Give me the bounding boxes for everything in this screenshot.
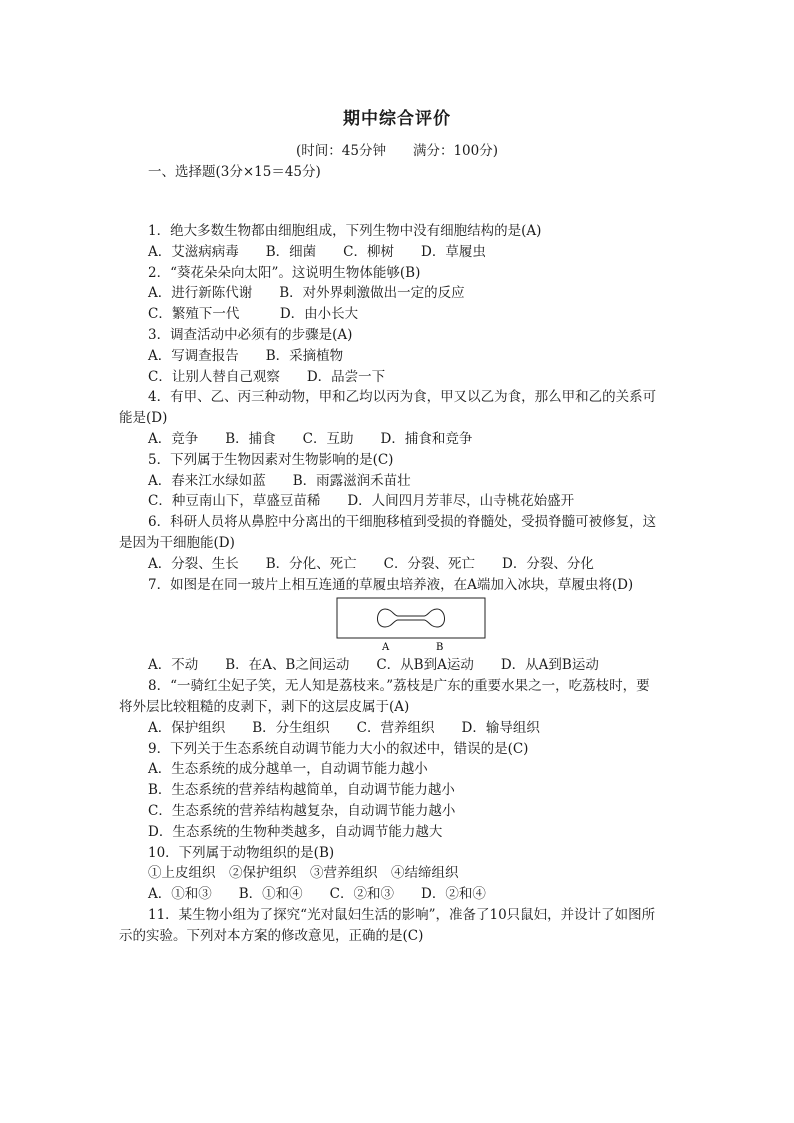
label-b: B	[436, 642, 444, 654]
question-stem: 9．下列关于生态系统自动调节能力大小的叙述中，错误的是(C)	[148, 740, 529, 757]
question-stem-continued: 能是(D)	[119, 410, 168, 427]
section-heading: 一、选择题(3分×15＝45分)	[148, 164, 321, 180]
label-a: A	[382, 642, 390, 654]
question-stem: 8．“一骑红尘妃子笑，无人知是荔枝来。”荔枝是广东的重要水果之一，吃荔枝时，要	[148, 678, 650, 695]
answer-options: A．艾滋病病毒 B．细菌 C．柳树 D．草履虫	[148, 243, 486, 260]
answer-options: A．不动 B．在A、B之间运动 C．从B到A运动 D．从A到B运动	[148, 657, 599, 674]
question-stem: 7．如图是在同一玻片上相互连通的草履虫培养液，在A端加入冰块，草履虫将(D)	[148, 576, 634, 593]
question-stem: 11．某生物小组为了探究“光对鼠妇生活的影响”，准备了10只鼠妇，并设计了如图所	[148, 906, 656, 923]
answer-options: C．繁殖下一代 D．由小长大	[148, 306, 359, 323]
answer-options: A．竞争 B．捕食 C．互助 D．捕食和竞争	[148, 430, 473, 447]
question-stem-continued: 将外层比较粗糙的皮剥下，剥下的这层皮属于(A)	[119, 698, 410, 715]
answer-options: A．生态系统的成分越单一，自动调节能力越小	[148, 761, 428, 778]
question-stem: 5．下列属于生物因素对生物影响的是(C)	[148, 451, 394, 468]
answer-options: A．春来江水绿如蓝 B．雨露滋润禾苗壮	[148, 472, 411, 489]
question-stem-continued: 是因为干细胞能(D)	[119, 534, 235, 551]
question-stem: 1．绝大多数生物都由细胞组成，下列生物中没有细胞结构的是(A)	[148, 223, 542, 239]
answer-options: A．进行新陈代谢 B．对外界刺激做出一定的反应	[148, 285, 465, 302]
page-title: 期中综合评价	[343, 109, 451, 129]
question-stem: 6．科研人员将从鼻腔中分离出的干细胞移植到受损的脊髓处，受损脊髓可被修复，这	[148, 514, 657, 531]
question-stem-continued: 示的实验。下列对本方案的修改意见，正确的是(C)	[119, 927, 424, 944]
question-stem: 2．“葵花朵朵向太阳”。这说明生物体能够(B)	[148, 264, 421, 281]
answer-options: A．写调查报告 B．采摘植物	[148, 347, 344, 364]
question-list	[119, 221, 676, 947]
slide-diagram	[336, 597, 486, 653]
answer-options: A．保护组织 B．分生组织 C．营养组织 D．输导组织	[148, 719, 540, 736]
question-stem: 3．调查活动中必须有的步骤是(A)	[148, 326, 353, 343]
answer-options: C．让别人替自己观察 D．品尝一下	[148, 368, 386, 385]
culture-drops	[377, 609, 444, 627]
answer-options: A．分裂、生长 B．分化、死亡 C．分裂、死亡 D．分裂、分化	[148, 555, 594, 572]
answer-options: C．种豆南山下，草盛豆苗稀 D．人间四月芳菲尽，山寺桃花始盛开	[148, 493, 575, 510]
answer-options: D．生态系统的生物种类越多，自动调节能力越大	[148, 823, 443, 840]
answer-options: ①上皮组织 ②保护组织 ③营养组织 ④结缔组织	[148, 865, 459, 882]
glass-slide	[337, 598, 485, 638]
exam-subtitle: (时间：45分钟 满分：100分)	[296, 143, 498, 159]
answer-options: B．生态系统的营养结构越简单，自动调节能力越小	[148, 782, 455, 799]
slide-culture-figure	[146, 597, 676, 655]
answer-options: C．生态系统的营养结构越复杂，自动调节能力越小	[148, 802, 456, 819]
question-stem: 4．有甲、乙、丙三种动物，甲和乙均以丙为食，甲又以乙为食，那么甲和乙的关系可	[148, 389, 657, 406]
answer-options: A．①和③ B．①和④ C．②和③ D．②和④	[148, 886, 486, 903]
question-stem: 10．下列属于动物组织的是(B)	[148, 844, 335, 861]
